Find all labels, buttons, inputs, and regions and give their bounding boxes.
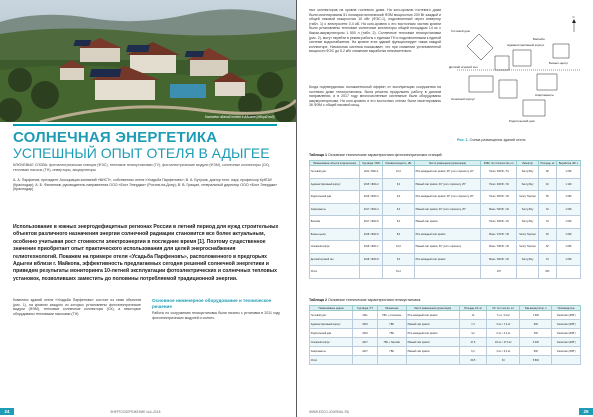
table-cell: 2016 / ФЭС-3 bbox=[360, 191, 383, 204]
table-row bbox=[310, 338, 581, 347]
table-cell: 6,0 bbox=[383, 253, 415, 266]
table-row bbox=[310, 178, 581, 191]
column-header: Место размещения (ориентация) bbox=[406, 306, 459, 311]
table-cell: 500 bbox=[520, 320, 552, 329]
table-cell: 6,3 bbox=[459, 347, 487, 356]
table-cell: ГВС bbox=[377, 320, 406, 329]
figure-caption: Рис. 1. Схема размещения зданий отеля bbox=[457, 138, 526, 142]
table-cell: Итого bbox=[310, 266, 360, 279]
table-cell: Viessmann (ФРГ) bbox=[552, 320, 581, 329]
table-cell: Южный скат кровли bbox=[406, 347, 459, 356]
table-cell: Viessmann (ФРГ) bbox=[552, 329, 581, 338]
table-cell: 40 bbox=[538, 178, 556, 191]
table-cell: Юго-западный скат кровли bbox=[414, 228, 481, 241]
table-cell: 6,0 bbox=[383, 178, 415, 191]
table-cell: Поли / 250 Вт / 36 bbox=[481, 191, 517, 204]
table-row bbox=[310, 191, 581, 204]
table-cell: Родительский дом bbox=[310, 191, 360, 204]
north-arrow-icon bbox=[572, 15, 576, 32]
column-header: Бак-аккумулятор, л bbox=[520, 306, 552, 311]
footer-left: ЭНЕРГОСБЕРЕЖЕНИЕ №4–2018 bbox=[110, 410, 161, 414]
table-row bbox=[310, 166, 581, 179]
table-cell: Южный скат кровли, 30° угол к горизонту, 25° bbox=[414, 178, 481, 191]
table-cell: Апартаменты bbox=[310, 203, 360, 216]
table-cell: Южный скат кровли bbox=[406, 320, 459, 329]
column-header: Площадь СК, м² bbox=[459, 306, 487, 311]
table-cell: Основной корпус bbox=[310, 241, 360, 254]
table-cell: Sunny Boy bbox=[517, 203, 538, 216]
table-cell: 2018 / ФЭС-7 bbox=[360, 241, 383, 254]
table-row bbox=[310, 203, 581, 216]
table-cell: 363 bbox=[538, 266, 556, 279]
column-header: Производитель bbox=[552, 306, 581, 311]
table1-caption: Таблица 1 Основные технические характеристики фотоэлектрических станций bbox=[309, 153, 442, 157]
table-cell: 33 bbox=[538, 216, 556, 229]
table-cell: Южный скат кровли bbox=[406, 338, 459, 347]
table-cell: 1 080 bbox=[557, 191, 581, 204]
table-cell: ГВС bbox=[377, 347, 406, 356]
table-cell bbox=[414, 266, 481, 279]
table-row bbox=[310, 266, 581, 279]
table-cell: Моно / 270 Вт / 30 bbox=[481, 228, 517, 241]
table-cell: 48 bbox=[538, 228, 556, 241]
table-cell: 56 bbox=[538, 191, 556, 204]
table-cell: Юго-западный скат кровли bbox=[406, 311, 459, 320]
table-cell: 10,0 bbox=[383, 241, 415, 254]
table-cell: 2011 / ФЭС-1 bbox=[360, 166, 383, 179]
table-cell: 3 000 bbox=[520, 338, 552, 347]
column-header: Наименование здания bbox=[310, 306, 353, 311]
column-header: Площадь, м² bbox=[538, 161, 556, 166]
table-cell: 2017 / ФЭС-5 bbox=[360, 216, 383, 229]
table-cell: 69,5 bbox=[459, 356, 487, 365]
abstract: Использование в южных энергодефицитных регионах России в летний период для нужд строительных объектов различного назначения энергии солнечной радиации становится все более актуальным, особенно учитывая рост стоимости электроэнергии в последние время [1]. Поэтому существенное значение приобретает опыт практического использования для целей энергоснабжения гелиотехнологий. Покажем на примере отеля «Усадьба Парфеновъ», расположенного в предгорьях Адыгеи вблизи г. Майкопа, эффективность предлагаемых сегодня решений солнечной энергетики и приведем результаты мониторинга 10-летней эксплуатации фотоэлектрических и солнечных тепловых установок, позволивших заместить до половины потребляемой традиционной энергии. bbox=[13, 224, 279, 282]
table-cell: 2015 bbox=[353, 320, 378, 329]
table-cell: 10,2 bbox=[383, 166, 415, 179]
table-cell: 18 шт. / 37,6 м² bbox=[487, 338, 520, 347]
table-cell: 1 050 bbox=[557, 241, 581, 254]
table-cell: Sunny Tripower bbox=[517, 228, 538, 241]
table-cell: Моно / 300 Вт / 20 bbox=[481, 253, 517, 266]
table-row bbox=[310, 253, 581, 266]
table-cell: Гостевой дом bbox=[310, 166, 360, 179]
body-column-2: Работы по сооружению гелиоустановок были начаты с установки в 2011 году фотоэлектрических модулей и солнеч- bbox=[152, 311, 280, 320]
keywords: КЛЮЧЕВЫЕ СЛОВА: фотоэлектрическая станция (ФЭС), тепловые гелиоустановки (ГУ), фотоэлектрические модули (ФЭМ), солнечные коллекторы (СК), тепловые насосы (ТН), инверторы, аккумуляторы bbox=[13, 163, 270, 172]
table-cell: Юго-западный скат кровли, 30° угол к горизонту, 25° bbox=[414, 191, 481, 204]
table-cell: 34 bbox=[538, 253, 556, 266]
table-cell: Апартаменты bbox=[310, 347, 353, 356]
table-cell: Юго-западный скат кровли bbox=[406, 329, 459, 338]
table-cell: Бассейн bbox=[310, 216, 360, 229]
table-row bbox=[310, 347, 581, 356]
table-cell: 2015 / ФЭС-2 bbox=[360, 178, 383, 191]
table-cell: Viessmann (ФРГ) bbox=[552, 311, 581, 320]
column-header: Наименование объекта (подключение) bbox=[310, 161, 360, 166]
table-cell: Детский игровой зал bbox=[310, 253, 360, 266]
table-cell: ГВС + бассейн bbox=[377, 338, 406, 347]
table-cell: Sunny Tripower bbox=[517, 241, 538, 254]
fig-label-guest-house: Гостевой дом bbox=[451, 29, 470, 33]
article-title-line1: СОЛНЕЧНАЯ ЭНЕРГЕТИКА bbox=[13, 129, 218, 146]
table-cell: Sunny Boy bbox=[517, 178, 538, 191]
table-cell bbox=[406, 356, 459, 365]
table-cell: 2018 / ФЭС-8 bbox=[360, 253, 383, 266]
fig-label-pool: Бассейн bbox=[533, 37, 545, 41]
table-cell: Sunny Boy bbox=[517, 216, 538, 229]
table-cell: 300 bbox=[520, 329, 552, 338]
table-cell: Поли / 200 Вт / 51 bbox=[481, 166, 517, 179]
table-cell: Sunny Boy bbox=[517, 166, 538, 179]
column-header: Выработка, кВт·ч bbox=[557, 161, 581, 166]
table-cell: 500 bbox=[520, 347, 552, 356]
table-cell: 3 шт. / 6,3 м² bbox=[487, 347, 520, 356]
table-cell: Поли / 300 Вт / 20 bbox=[481, 216, 517, 229]
table-cell: Итого bbox=[310, 356, 353, 365]
table-cell: 7,4 bbox=[459, 320, 487, 329]
table-cell: 1 050 bbox=[557, 166, 581, 179]
table-cell: 9,0 bbox=[383, 191, 415, 204]
table-cell: 6,0 bbox=[383, 203, 415, 216]
table-cell: 1 060 bbox=[557, 253, 581, 266]
body-column-right-1: ных коллекторов на кровле гостевого дома. На кого-кровлю гостевого дома были смонтированы 51 поликристаллический ФЭМ мощностью 200 Вт каждый и общей пиковой мощностью 10 кВт (ФЭС-1), подключенный через инвертор (табл. 1) к электросети 0,4 кВ. На кого-кровлю к его восточным частям кровли были установлены тепловые солнечные коллекторы общей площадью 14 м² с баком-аккумулятором 1 500 л (табл. 2). Солнечные тепловые гелиоустановки (рис. 2), могут перейти в режим работы с единым ТН и подключенными к единой системе водоснабжения. На кровле этих зданий функционирует также каждой коллекторе. Начальная система показывает, что при снижении установленной мощности ФЭС до 5,2 кВт снижение выработки незначительно. bbox=[309, 8, 441, 54]
table-cell: 14 bbox=[459, 311, 487, 320]
table-cell: 237 bbox=[481, 266, 517, 279]
table-cell: 7 шт. / 14 м² bbox=[487, 311, 520, 320]
page-number-right: 25 bbox=[579, 408, 593, 415]
table-row bbox=[310, 329, 581, 338]
table-cell bbox=[552, 356, 581, 365]
table-cell: Моно / 330 Вт / 30 bbox=[481, 241, 517, 254]
hotel-aerial-photo bbox=[0, 0, 296, 122]
footer-right: WWW.ESCO-JOURNAL.RU bbox=[309, 410, 350, 414]
left-page bbox=[0, 0, 296, 417]
table-cell: Бизнес-центр bbox=[310, 228, 360, 241]
table-cell: 2011 bbox=[353, 311, 378, 320]
title-rule bbox=[13, 124, 277, 126]
table-solar-thermal bbox=[309, 305, 581, 365]
table-cell: Гостевой дом bbox=[310, 311, 353, 320]
table-pv-stations bbox=[309, 160, 581, 279]
table-cell: Родительский дом bbox=[310, 329, 353, 338]
table-cell: Южный скат кровли bbox=[414, 216, 481, 229]
table-cell: 2017 bbox=[353, 347, 378, 356]
article-title-line2: УСПЕШНЫЙ ОПЫТ ОТЕЛЯ В АДЫГЕЕ bbox=[13, 145, 270, 161]
table-cell: Поли / 200 Вт / 30 bbox=[481, 178, 517, 191]
column-header: Год ввода / ГУ bbox=[353, 306, 378, 311]
table-cell: Южный скат кровли, 30° угол к горизонту bbox=[414, 241, 481, 254]
table-cell: 2017 bbox=[353, 338, 378, 347]
column-header: Пиковая мощность, кВт bbox=[383, 161, 415, 166]
table-cell: 1 040 bbox=[557, 216, 581, 229]
table-row bbox=[310, 228, 581, 241]
page-number-left: 24 bbox=[0, 408, 14, 415]
table-cell: Административный корпус bbox=[310, 178, 360, 191]
body-column-1: Комплекс зданий отеля «Усадьба Парфеновъ» состоит из семи объектов (рис. 1), на кровлях каждого из которых установлены фотоэлектрические модули (ФЭМ), тепловые солнечные коллекторы (СК), а некоторые оборудованы тепловыми насосами (ТН). bbox=[13, 298, 141, 316]
fig-label-main: Основной корпус bbox=[451, 97, 475, 101]
table-cell: 5 800 bbox=[520, 356, 552, 365]
column-header: ФЭМ: тип / Количество, шт. bbox=[481, 161, 517, 166]
fig-label-business: Бизнес-центр bbox=[549, 61, 568, 65]
fig-label-admin: Административный корпус bbox=[507, 43, 545, 47]
table-cell bbox=[377, 356, 406, 365]
table-cell: Административный корпус bbox=[310, 320, 353, 329]
table-cell bbox=[557, 266, 581, 279]
table-cell: Viessmann (ФРГ) bbox=[552, 338, 581, 347]
fig-label-parents: Родительский дом bbox=[509, 119, 535, 123]
table-cell: 1 500 bbox=[520, 311, 552, 320]
table-row bbox=[310, 356, 581, 365]
table-cell: 68 bbox=[538, 166, 556, 179]
table-row bbox=[310, 311, 581, 320]
table-cell: Юго-западный скат кровли, 30° угол к горизонту, 20° bbox=[414, 166, 481, 179]
fig-label-kids: Детский игровой зал bbox=[449, 65, 478, 69]
right-page bbox=[297, 0, 593, 417]
table-cell: 6,0 bbox=[383, 216, 415, 229]
svg-text:С: С bbox=[572, 15, 575, 19]
table-cell: 61,2 bbox=[383, 266, 415, 279]
table-cell: Viessmann (ФРГ) bbox=[552, 347, 581, 356]
table-row bbox=[310, 320, 581, 329]
column-header: СК: тип / кол-во, шт. bbox=[487, 306, 520, 311]
table-cell: ГВС bbox=[377, 329, 406, 338]
column-header: Год ввода / ФЭС bbox=[360, 161, 383, 166]
table-cell: 2018 / ФЭС-6 bbox=[360, 228, 383, 241]
table-cell bbox=[517, 266, 538, 279]
table-cell: Южный скат кровли, 30° угол к горизонту, 25° bbox=[414, 203, 481, 216]
table-cell: 3 шт. / 7,4 м² bbox=[487, 320, 520, 329]
table-cell: 4,2 bbox=[459, 329, 487, 338]
column-header: Назначение bbox=[377, 306, 406, 311]
table-cell: 2016 bbox=[353, 329, 378, 338]
table-cell: 2017 / ФЭС-4 bbox=[360, 203, 383, 216]
table-cell: 32 bbox=[538, 203, 556, 216]
table-cell: 52 bbox=[538, 241, 556, 254]
table-cell: 37,6 bbox=[459, 338, 487, 347]
section-heading: Основное инженерное оборудование и техническое решение bbox=[152, 298, 272, 309]
table-cell: Sunny Tripower bbox=[517, 191, 538, 204]
table-cell bbox=[353, 356, 378, 365]
table-cell: ГВС + отопление bbox=[377, 311, 406, 320]
body-column-right-1b: Когда подтвердилась положительный эффект от эксплуатации сооружения на гостевом доме гелиоустановок, была решена продолжить работу в данном направлении, и в 2017 году многочисленные системные были оборудованы аккумуляторными. На кого-кровлю и его восточных стенах были смонтированы 36 ФЭМ с общей пиковой мощ- bbox=[309, 85, 441, 108]
table-cell: Юго-западный скат кровли bbox=[414, 253, 481, 266]
fig-label-apartments: Апартаменты bbox=[535, 93, 554, 97]
table-cell: Основной корпус bbox=[310, 338, 353, 347]
site-plan-figure bbox=[449, 10, 589, 128]
table-cell bbox=[360, 266, 383, 279]
table2-caption: Таблица 2 Основные технические характеристики гелиоустановок bbox=[309, 298, 421, 302]
column-header: Место размещения (ориентация) bbox=[414, 161, 481, 166]
table-cell: 2 шт. / 4,2 м² bbox=[487, 329, 520, 338]
table-row bbox=[310, 241, 581, 254]
table-cell: Sunny Boy bbox=[517, 253, 538, 266]
table-cell: 1 060 bbox=[557, 228, 581, 241]
table-row bbox=[310, 216, 581, 229]
authors: А. А. Парфенов, президент Ассоциации компаний «ВИСТ», собственник отеля «Усадьба Парфеновъ»; В. А. Бутузов, доктор техн. наук, профессор КубГАУ (Краснодар); А. Б. Филиппов, руководитель направления ООО «Бэст Энерджи» (Ростов-на-Дону); В. В. Грищин, генеральный директор ООО «Бэст Энерджи» (Краснодар) bbox=[13, 178, 278, 192]
table-cell: Моно / 300 Вт / 20 bbox=[481, 203, 517, 216]
table-cell: 1 100 bbox=[557, 178, 581, 191]
table-cell: 8,0 bbox=[383, 228, 415, 241]
table-cell: 33 bbox=[487, 356, 520, 365]
photo-caption: Комплекс зданий отеля в Адыгее (общий вид) bbox=[205, 115, 275, 119]
column-header: Инвертор bbox=[517, 161, 538, 166]
table-cell: 1 090 bbox=[557, 203, 581, 216]
